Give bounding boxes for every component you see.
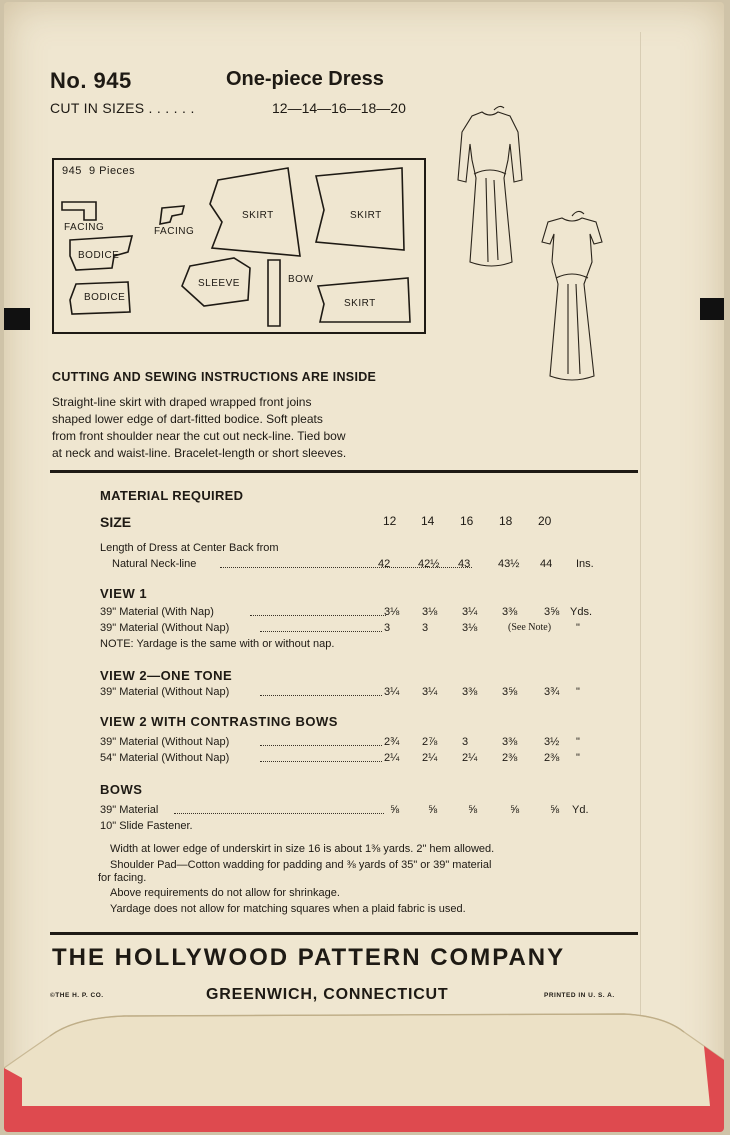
- envelope-inner-edge: [640, 32, 641, 1022]
- value-12: 2¾: [384, 736, 400, 748]
- cut-in-sizes-values: 12—14—16—18—20: [272, 100, 406, 116]
- pattern-pieces-diagram: [52, 158, 426, 334]
- size-col-16: 16: [460, 514, 474, 528]
- size-col-14: 14: [421, 514, 435, 528]
- note-shoulder-pad-cont: for facing.: [98, 872, 147, 884]
- facing-2-shape: [160, 206, 184, 224]
- slide-fastener: 10" Slide Fastener.: [100, 820, 193, 832]
- note-shoulder-pad: Shoulder Pad—Cotton wadding for padding and ⅜ yards of 35" or 39" material: [110, 859, 492, 871]
- facing-1-shape: [62, 202, 96, 220]
- length-line-1: Length of Dress at Center Back from: [100, 542, 279, 554]
- leader-dots: [250, 615, 386, 616]
- divider-bottom: [50, 932, 638, 935]
- length-12: 42: [378, 558, 391, 570]
- piece-label-bow: BOW: [288, 274, 314, 285]
- value-12: 3¼: [384, 686, 400, 698]
- row-unit: ": [576, 752, 580, 764]
- value-20: 3½: [544, 736, 560, 748]
- pattern-envelope: [4, 2, 724, 1132]
- piece-label-bodice-2: BODICE: [84, 292, 126, 303]
- row-unit: ": [576, 622, 580, 634]
- piece-label-skirt-2: SKIRT: [350, 210, 382, 221]
- view-2-bows-row-54: [100, 752, 620, 768]
- material-required-title: MATERIAL REQUIRED: [100, 488, 244, 503]
- value-18: 3⅝: [502, 686, 518, 698]
- envelope-flap: [4, 1008, 724, 1132]
- note-shrinkage: Above requirements do not allow for shrinkage.: [110, 887, 340, 899]
- value-14: 3⅛: [422, 606, 438, 618]
- size-col-18: 18: [499, 514, 513, 528]
- value-14: 2⅞: [422, 736, 438, 748]
- view-1-row-without-nap: [100, 622, 620, 638]
- value-14: 3¼: [422, 686, 438, 698]
- printed-in-usa: PRINTED IN U. S. A.: [544, 992, 615, 999]
- value-14: ⅝: [428, 804, 438, 816]
- see-note: (See Note): [508, 622, 552, 633]
- leader-dots: [260, 745, 382, 746]
- punch-hole-left: [4, 308, 30, 330]
- description-line: from front shoulder near the cut out neck-line. Tied bow: [52, 429, 346, 443]
- punch-hole-right: [700, 298, 724, 320]
- pattern-title: One-piece Dress: [226, 68, 384, 90]
- value-16: 3⅜: [462, 686, 478, 698]
- value-20: 3¾: [544, 686, 560, 698]
- piece-label-skirt-3: SKIRT: [344, 298, 376, 309]
- row-name: 54" Material (Without Nap): [100, 752, 230, 764]
- dress-view-2-sketch: [542, 211, 602, 380]
- value-16: 3⅛: [462, 622, 478, 634]
- instructions-heading: CUTTING AND SEWING INSTRUCTIONS ARE INSIDE: [52, 370, 377, 384]
- piece-label-bodice-1: BODICE: [78, 250, 120, 261]
- row-name: 39" Material (Without Nap): [100, 622, 230, 634]
- pieces-caption-count: 9 Pieces: [88, 165, 136, 177]
- bows-row: [100, 804, 620, 820]
- row-unit: Yds.: [570, 606, 593, 618]
- value-16: 3: [462, 736, 469, 748]
- value-16: ⅝: [468, 804, 478, 816]
- row-name: 39" Material: [100, 804, 159, 816]
- pieces-caption-number: 945: [62, 165, 82, 177]
- note-plaid: Yardage does not allow for matching squares when a plaid fabric is used.: [110, 903, 466, 915]
- company-city: GREENWICH, CONNECTICUT: [206, 986, 449, 1003]
- value-12: 3: [384, 622, 391, 634]
- value-18: 3⅜: [502, 606, 518, 618]
- dress-sketches: [444, 102, 624, 392]
- length-20: 44: [540, 558, 553, 570]
- dress-description: [52, 394, 422, 462]
- company-name: THE HOLLYWOOD PATTERN COMPANY: [52, 944, 566, 971]
- leader-dots: [260, 631, 382, 632]
- description-line: shaped lower edge of dart-fitted bodice. Soft pleats: [52, 412, 323, 426]
- piece-label-sleeve: SLEEVE: [198, 278, 240, 289]
- cut-in-sizes-label: CUT IN SIZES . . . . . .: [50, 100, 195, 116]
- note-underskirt: Width at lower edge of underskirt in size 16 is about 1⅜ yards. 2" hem allowed.: [110, 843, 495, 855]
- view-1-title: VIEW 1: [100, 586, 148, 601]
- value-14: 3: [422, 622, 429, 634]
- description-line: at neck and waist-line. Bracelet-length or short sleeves.: [52, 446, 347, 460]
- bows-title: BOWS: [100, 782, 143, 797]
- value-12: 2¼: [384, 752, 400, 764]
- value-12: ⅝: [390, 804, 400, 816]
- bow-shape: [268, 260, 280, 326]
- view-2-title: VIEW 2—ONE TONE: [100, 668, 233, 683]
- length-16: 43: [458, 558, 471, 570]
- length-unit: Ins.: [576, 558, 594, 570]
- row-name: 39" Material (Without Nap): [100, 736, 230, 748]
- row-unit: Yd.: [572, 804, 589, 816]
- description-line: Straight-line skirt with draped wrapped front joins: [52, 395, 312, 409]
- row-name: 39" Material (Without Nap): [100, 686, 230, 698]
- piece-label-facing-2: FACING: [154, 226, 195, 237]
- value-14: 2¼: [422, 752, 438, 764]
- length-14: 42½: [418, 558, 440, 570]
- view-2-row: [100, 686, 620, 702]
- divider-top: [50, 470, 638, 473]
- value-18: ⅝: [510, 804, 520, 816]
- length-18: 43½: [498, 558, 520, 570]
- view-1-row-with-nap: [100, 606, 620, 622]
- view-1-note: NOTE: Yardage is the same with or without nap.: [100, 638, 335, 650]
- leader-dots: [174, 813, 384, 814]
- dress-view-1-sketch: [458, 106, 522, 266]
- value-20: ⅝: [550, 804, 560, 816]
- size-heading: SIZE: [100, 514, 132, 530]
- size-col-20: 20: [538, 514, 552, 528]
- pattern-number: No. 945: [50, 68, 132, 93]
- row-unit: ": [576, 686, 580, 698]
- piece-label-facing-1: FACING: [64, 222, 105, 233]
- value-16: 3¼: [462, 606, 478, 618]
- length-line-2: Natural Neck-line: [112, 558, 197, 570]
- value-12: 3⅛: [384, 606, 400, 618]
- piece-label-skirt-1: SKIRT: [242, 210, 274, 221]
- value-16: 2¼: [462, 752, 478, 764]
- row-name: 39" Material (With Nap): [100, 606, 214, 618]
- copyright: ©THE H. P. CO.: [50, 992, 104, 999]
- value-20: 2⅜: [544, 752, 560, 764]
- value-18: 2⅜: [502, 752, 518, 764]
- view-2-bows-title: VIEW 2 WITH CONTRASTING BOWS: [100, 714, 338, 729]
- value-20: 3⅝: [544, 606, 560, 618]
- view-2-bows-row-39: [100, 736, 620, 752]
- row-unit: ": [576, 736, 580, 748]
- size-col-12: 12: [383, 514, 397, 528]
- value-18: 3⅜: [502, 736, 518, 748]
- skirt-2-shape: [316, 168, 404, 250]
- cut-in-sizes: [50, 100, 406, 116]
- length-row: [100, 558, 620, 574]
- leader-dots: [260, 761, 382, 762]
- leader-dots: [260, 695, 382, 696]
